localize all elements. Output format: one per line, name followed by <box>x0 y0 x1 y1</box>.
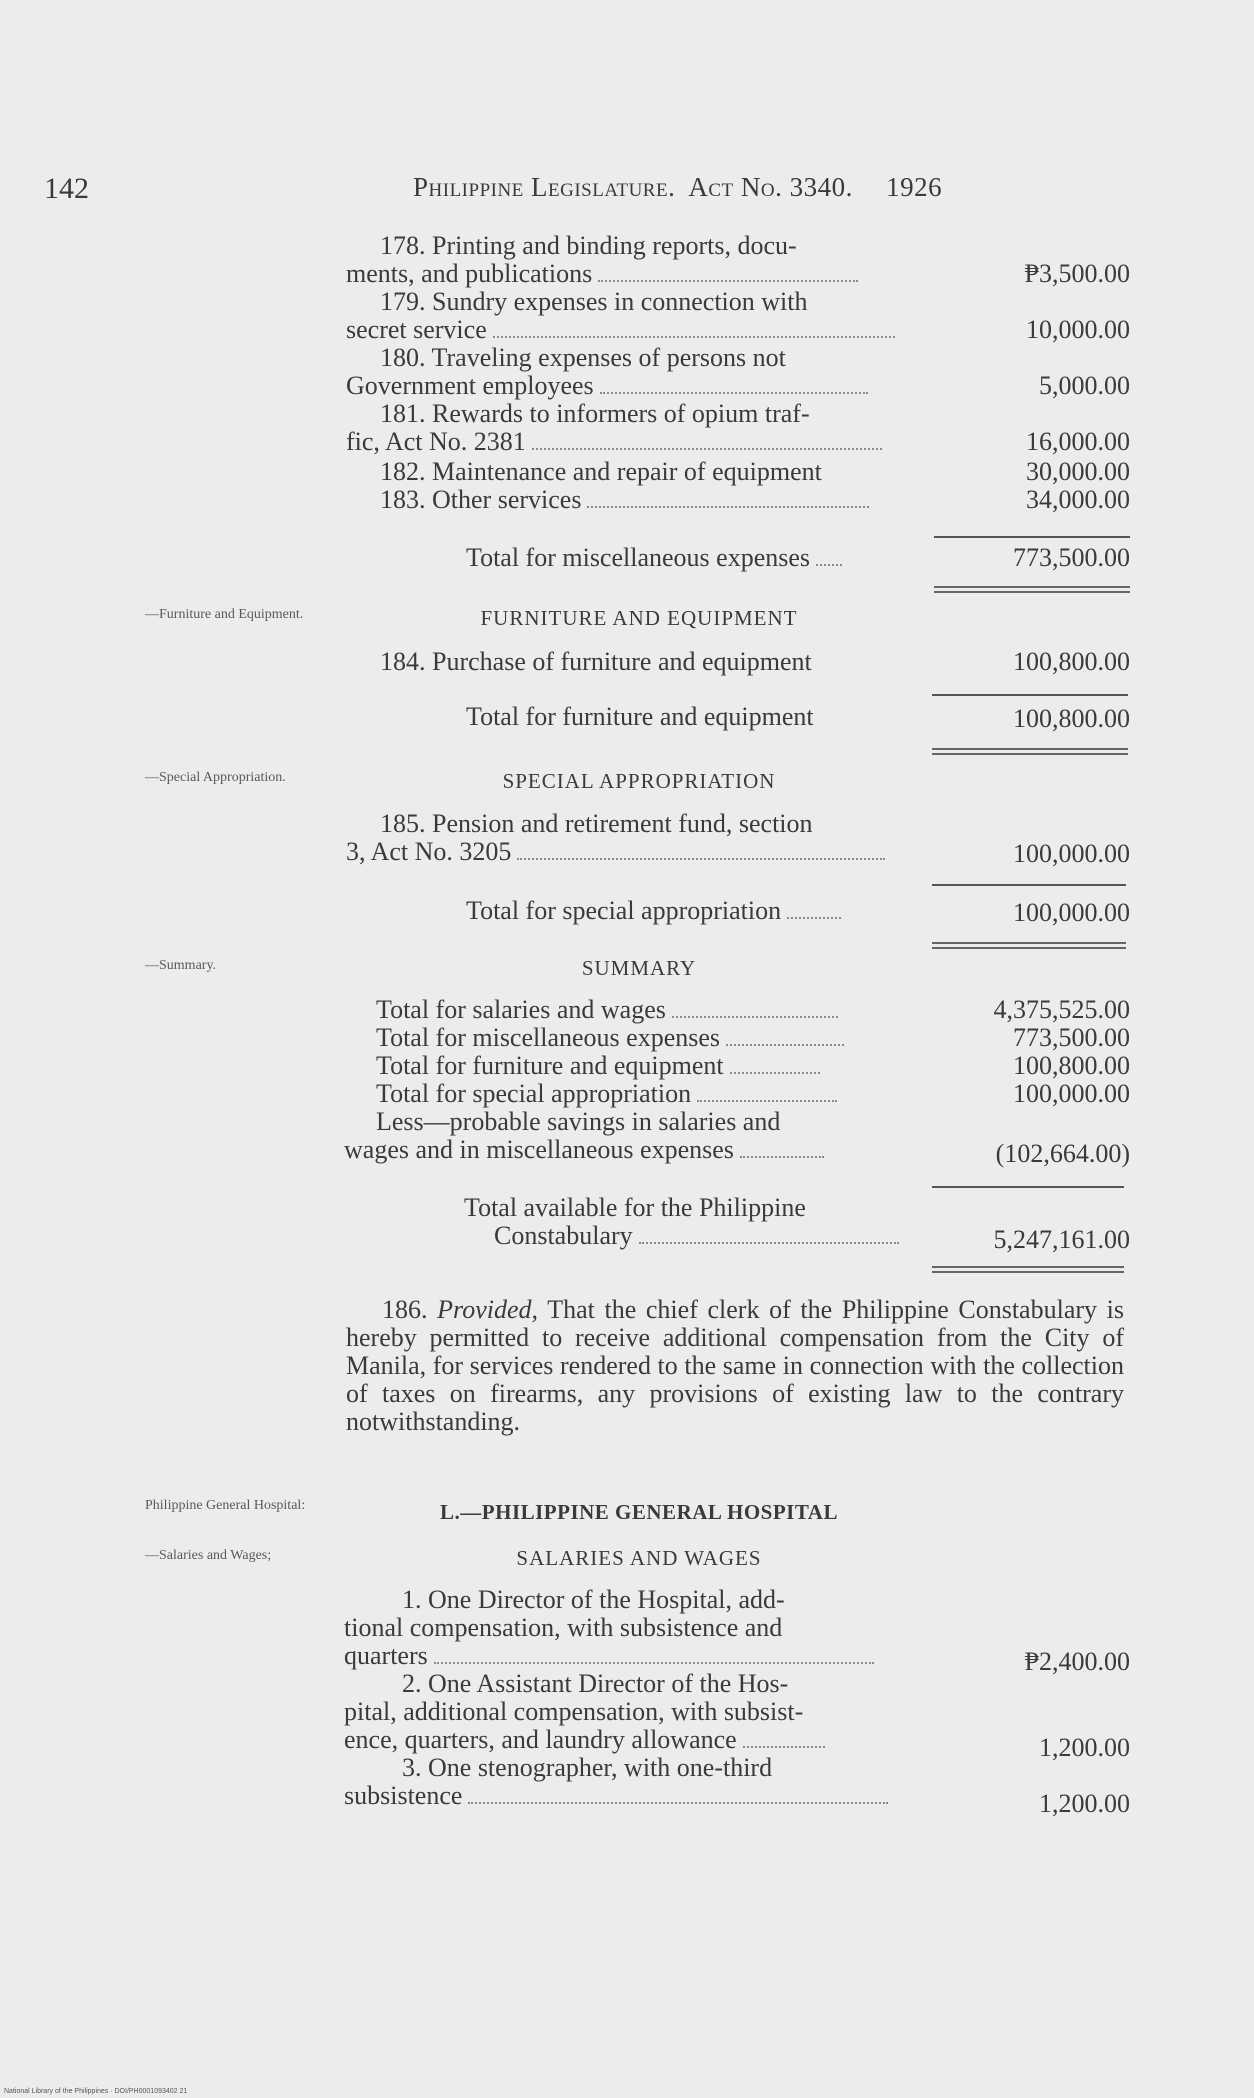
amount: 100,800.00 <box>1013 647 1130 676</box>
misc-total-label: Total for miscellaneous expenses <box>466 543 842 573</box>
margin-note-furniture: —Furniture and Equipment. <box>145 607 304 622</box>
amount: ₱3,500.00 <box>1024 259 1130 288</box>
running-head-year: 1926 <box>886 172 943 202</box>
amount: 4,375,525.00 <box>993 995 1130 1024</box>
amount: 773,500.00 <box>1013 1023 1130 1052</box>
furniture-item: 184. Purchase of furniture and equipment <box>380 647 812 676</box>
section-subheading-salaries: SALARIES AND WAGES <box>516 1546 762 1570</box>
total-rule <box>932 694 1128 696</box>
amount: 16,000.00 <box>1026 427 1130 456</box>
amount: ₱2,400.00 <box>1024 1647 1130 1676</box>
proviso-paragraph: 186. Provided, That the chief clerk of the Philippine Constabulary is hereby permitted to receive additional compensation from the City of Manila, for services rendered to the same in connection with the collection of taxes on firearms, any provisions of existing law to the contrary notwithstanding. <box>346 1295 1125 1436</box>
total-rule <box>934 536 1130 538</box>
margin-note-summary: —Summary. <box>145 958 217 973</box>
special-total-amount: 100,000.00 <box>1013 898 1130 927</box>
amount: 34,000.00 <box>1026 485 1130 514</box>
running-head-title: Philippine Legislature. <box>413 172 676 202</box>
amount: 30,000.00 <box>1026 457 1130 486</box>
section-heading-hospital: L.—PHILIPPINE GENERAL HOSPITAL <box>440 1500 838 1524</box>
document-page: 142 Philippine Legislature. Act No. 3340. 1926 178. Printing and binding reports, docu- ments, and publications ₱3,500.00 179. Sundry expenses in connection with secret service 10,000.00 180. Traveling expenses of persons not Government employees 5,000.00 181. Rewards to informers of opium traf- fic, Act No. 2381 16,000.00 182. Maintenance and repair of equipment 30,000.00 183. Other services 34,000.00 Total for miscellaneous expenses 773,500.00 —Furniture and Equipment. FURNITURE AND EQUIPMENT 184. Purchase of furniture and equipment 100,800.00 Total for furniture and equipment 100,800.00 —Special Appropriation. SPECIAL APPROPRIATION 185. Pension and retirement fund, section 3, Act No. 3205 100,000.00 Total for special appropriation 100,000.00 —Summary. SUMMARY Total for salaries and wages 4,375,525.00 Total for miscellaneous expenses 773,500.00 Total for furniture and equipment 100,800.00 Total for special appropriation 100,000.00 Less—probable savings in salaries and wages and in miscellaneous expenses (102,664.00) Total available for the Philippine Constabulary 5,247,161.00 186. Provided, That the chief clerk of the Philippine Constabulary is hereby permitted to receive additional compensation from the City of Manila, for services rendered to the same in connection with the collection of taxes on firearms, any provisions of existing law to the contrary notwithstanding. Philippine General Hospital: —Salaries and Wages; L.—PHILIPPINE GENERAL HOSPITAL SALARIES AND WAGES 1. One Director of the Hospital, add- tional compensation, with subsistence and quarters ₱2,400.00 2. One Assistant Director of the Hos- pital, additional compensation, with subsist- ence, quarters, and laundry allowance 1,200.00 3. One stenographer, with one-third subsistence 1,200.00 National Library of the Philippines · DOI/PH0001093402 21 <box>4 172 1130 2095</box>
double-rule <box>934 586 1130 593</box>
running-head <box>413 172 942 203</box>
scan-footer: National Library of the Philippines · DOI/PH0001093402 21 <box>4 2088 188 2095</box>
amount: (102,664.00) <box>995 1139 1130 1168</box>
total-rule <box>932 1186 1124 1188</box>
margin-note-salaries: —Salaries and Wages; <box>145 1548 272 1563</box>
amount: 100,800.00 <box>1013 1051 1130 1080</box>
furniture-total-label: Total for furniture and equipment <box>466 702 814 731</box>
furniture-total-amount: 100,800.00 <box>1013 704 1130 733</box>
running-head-act: Act No. 3340. <box>688 172 853 202</box>
section-heading-summary: SUMMARY <box>581 956 697 980</box>
double-rule <box>932 748 1128 755</box>
amount: 1,200.00 <box>1039 1789 1130 1818</box>
margin-note-hospital: Philippine General Hospital: <box>145 1498 306 1513</box>
section-heading-special: SPECIAL APPROPRIATION <box>502 769 776 793</box>
amount: 100,000.00 <box>1013 839 1130 868</box>
amount: 5,000.00 <box>1039 371 1130 400</box>
special-total-label: Total for special appropriation <box>466 896 841 926</box>
amount: 1,200.00 <box>1039 1733 1130 1762</box>
margin-note-special: —Special Appropriation. <box>145 770 286 785</box>
misc-total-amount: 773,500.00 <box>1013 543 1130 572</box>
amount: 10,000.00 <box>1026 315 1130 344</box>
total-rule <box>932 884 1126 886</box>
page-number: 142 <box>44 172 89 205</box>
section-heading-furniture: FURNITURE AND EQUIPMENT <box>480 606 798 630</box>
amount: 5,247,161.00 <box>993 1225 1130 1254</box>
amount: 100,000.00 <box>1013 1079 1130 1108</box>
double-rule <box>932 942 1126 949</box>
double-rule <box>932 1266 1124 1273</box>
